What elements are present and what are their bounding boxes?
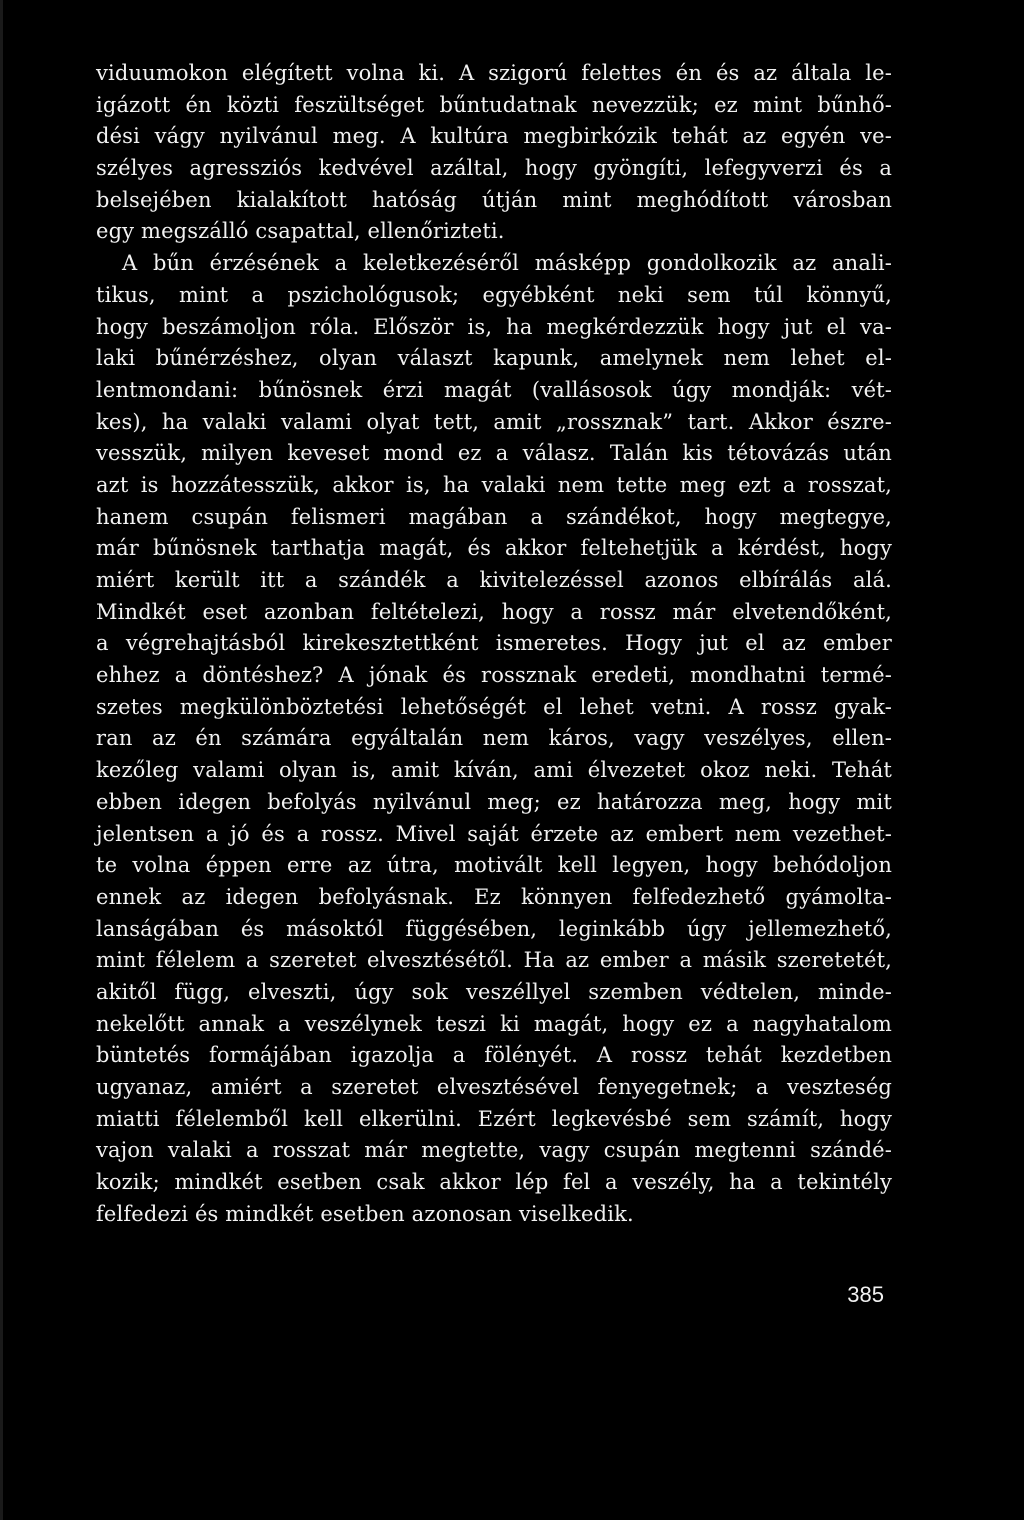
text-line: szélyes agressziós kedvével azáltal, hogy gyöngíti, lefegyverzi és a (96, 156, 892, 181)
text-line: lanságában és másoktól függésében, leginkább úgy jellemezhető, (96, 916, 892, 941)
page-edge-shadow (0, 0, 3, 1520)
text-line: viduumokon elégített volna ki. A szigorú felettes én és az általa le- (96, 61, 892, 85)
text-line: akitől függ, elveszti, úgy sok veszéllyel szemben védtelen, minde- (96, 979, 892, 1004)
text-line: nekelőtt annak a veszélynek teszi ki magát, hogy ez a nagyhatalom (96, 1011, 892, 1036)
text-line: kezőleg valami olyan is, amit kíván, ami élvezetet okoz neki. Tehát (96, 758, 892, 783)
text-line: laki bűnérzéshez, olyan választ kapunk, amelynek nem lehet el- (96, 346, 892, 371)
text-line: ehhez a döntéshez? A jónak és rossznak eredeti, mondhatni termé- (96, 663, 892, 688)
body-text (96, 58, 892, 1230)
text-line: ugyanaz, amiért a szeretet elvesztésével fenyegetnek; a veszteség (96, 1075, 892, 1099)
text-line: te volna éppen erre az útra, motivált kell legyen, hogy behódoljon (96, 853, 892, 878)
text-line: jelentsen a jó és a rossz. Mivel saját érzete az embert nem vezethet- (96, 821, 892, 846)
text-line: büntetés formájában igazolja a fölényét. A rossz tehát kezdetben (96, 1043, 892, 1068)
text-line: lentmondani: bűnösnek érzi magát (vallásosok úgy mondják: vét- (96, 377, 892, 402)
text-line: felfedezi és mindkét esetben azonosan viselkedik. (96, 1201, 634, 1226)
text-line: igázott én közti feszültséget bűntudatnak nevezzük; ez mint bűnhő- (96, 92, 892, 117)
text-line: belsejében kialakított hatóság útján mint meghódított városban (96, 187, 892, 212)
text-line: egy megszálló csapattal, ellenőrizteti. (96, 219, 505, 244)
text-line: Mindkét eset azonban feltételezi, hogy a rossz már elvetendőként, (96, 599, 892, 624)
text-line: miért került itt a szándék a kivitelezéssel azonos elbírálás alá. (96, 568, 892, 592)
text-line: kozik; mindkét esetben csak akkor lép fel a veszély, ha a tekintély (96, 1170, 892, 1195)
text-line: már bűnösnek tarthatja magát, és akkor feltehetjük a kérdést, hogy (96, 536, 892, 561)
text-line: vajon valaki a rosszat már megtette, vagy csupán megtenni szándé- (96, 1138, 892, 1163)
text-line: ennek az idegen befolyásnak. Ez könnyen felfedezhető gyámolta- (96, 884, 892, 909)
text-line: hanem csupán felismeri magában a szándékot, hogy megtegye, (96, 504, 892, 529)
text-line: ebben idegen befolyás nyilvánul meg; ez határozza meg, hogy mit (96, 789, 892, 814)
text-line: dési vágy nyilvánul meg. A kultúra megbirkózik tehát az egyén ve- (96, 124, 892, 149)
text-line: tikus, mint a pszichológusok; egyébként neki sem túl könnyű, (96, 282, 892, 307)
text-line: mint félelem a szeretet elvesztésétől. Ha az ember a másik szeretetét, (96, 948, 892, 973)
text-line: hogy beszámoljon róla. Először is, ha megkérdezzük hogy jut el va- (96, 314, 892, 339)
text-line: miatti félelemből kell elkerülni. Ezért legkevésbé sem számít, hogy (96, 1106, 892, 1131)
text-line: azt is hozzátesszük, akkor is, ha valaki nem tette meg ezt a rosszat, (96, 472, 892, 497)
paragraph-start-line: A bűn érzésének a keletkezéséről másképp gondolkozik az anali- (122, 251, 892, 276)
text-line: szetes megkülönböztetési lehetőségét el lehet vetni. A rossz gyak- (96, 694, 892, 719)
page-number: 385 (847, 1282, 884, 1307)
text-line: ran az én számára egyáltalán nem káros, vagy veszélyes, ellen- (96, 726, 892, 751)
text-line: vesszük, milyen keveset mond ez a válasz. Talán kis tétovázás után (96, 441, 892, 466)
text-line: kes), ha valaki valami olyat tett, amit „rossznak” tart. Akkor észre- (96, 409, 892, 434)
text-line: a végrehajtásból kirekesztettként ismeretes. Hogy jut el az ember (96, 631, 892, 656)
